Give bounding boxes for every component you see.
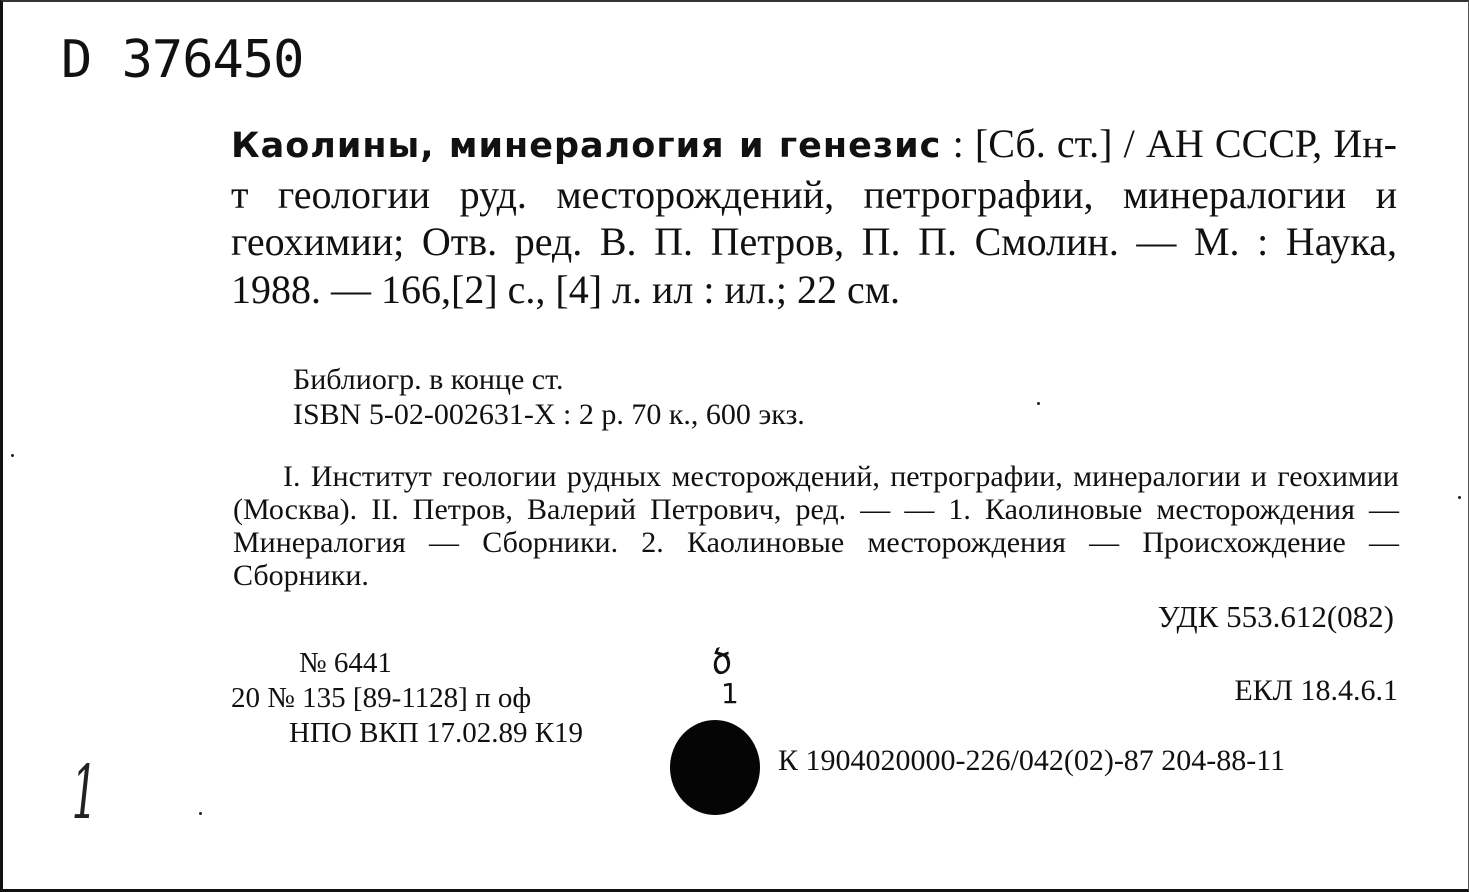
notes xyxy=(293,362,805,432)
speck xyxy=(1037,402,1040,405)
margin-pencil-mark: 1 xyxy=(71,750,98,836)
title-rest: : [Сб. ст.] / АН СССР, Ин-т геологии руд. месторождений, петрографии, минералогии и геохимии; Отв. ред. В. П. Петров, П. П. Смолин. — М. : Наука, 1988. — 166,[2] с., [4] л. ил : ил.; 22 см. xyxy=(231,121,1397,312)
title-bold: Каолины, минералогия и генезис xyxy=(231,126,942,166)
speck xyxy=(11,454,14,457)
punch-hole xyxy=(670,720,760,815)
pencil-mark: ծ xyxy=(704,639,739,685)
speck xyxy=(199,812,202,815)
k-code: К 1904020000-226/042(02)-87 204-88-11 xyxy=(778,744,1286,777)
tracing: I. Институт геологии рудных месторождений, петрографии, минералогии и геохимии (Москва). II. Петров, Валерий Петрович, ред. — — 1. Каолиновые месторождения — Минералогия — Сборники. 2. Каолиновые месторождения — Происхождение — Сборники. xyxy=(233,460,1399,592)
speck xyxy=(1458,496,1461,499)
plant-info: НПО ВКП 17.02.89 К19 xyxy=(289,717,584,749)
order-number: № 6441 xyxy=(299,647,392,679)
call-number: D 376450 xyxy=(61,30,304,90)
pencil-number: 1 xyxy=(721,677,739,710)
print-info: 20 № 135 [89-1128] п оф xyxy=(231,682,532,714)
isbn-line: ISBN 5-02-002631-X : 2 р. 70 к., 600 экз. xyxy=(293,398,805,431)
bibliographic-description xyxy=(231,120,1397,313)
bibliography-note: Библиогр. в конце ст. xyxy=(293,363,564,396)
ekl-code: ЕКЛ 18.4.6.1 xyxy=(1234,674,1398,707)
udk-code: УДК 553.612(082) xyxy=(1157,599,1394,634)
